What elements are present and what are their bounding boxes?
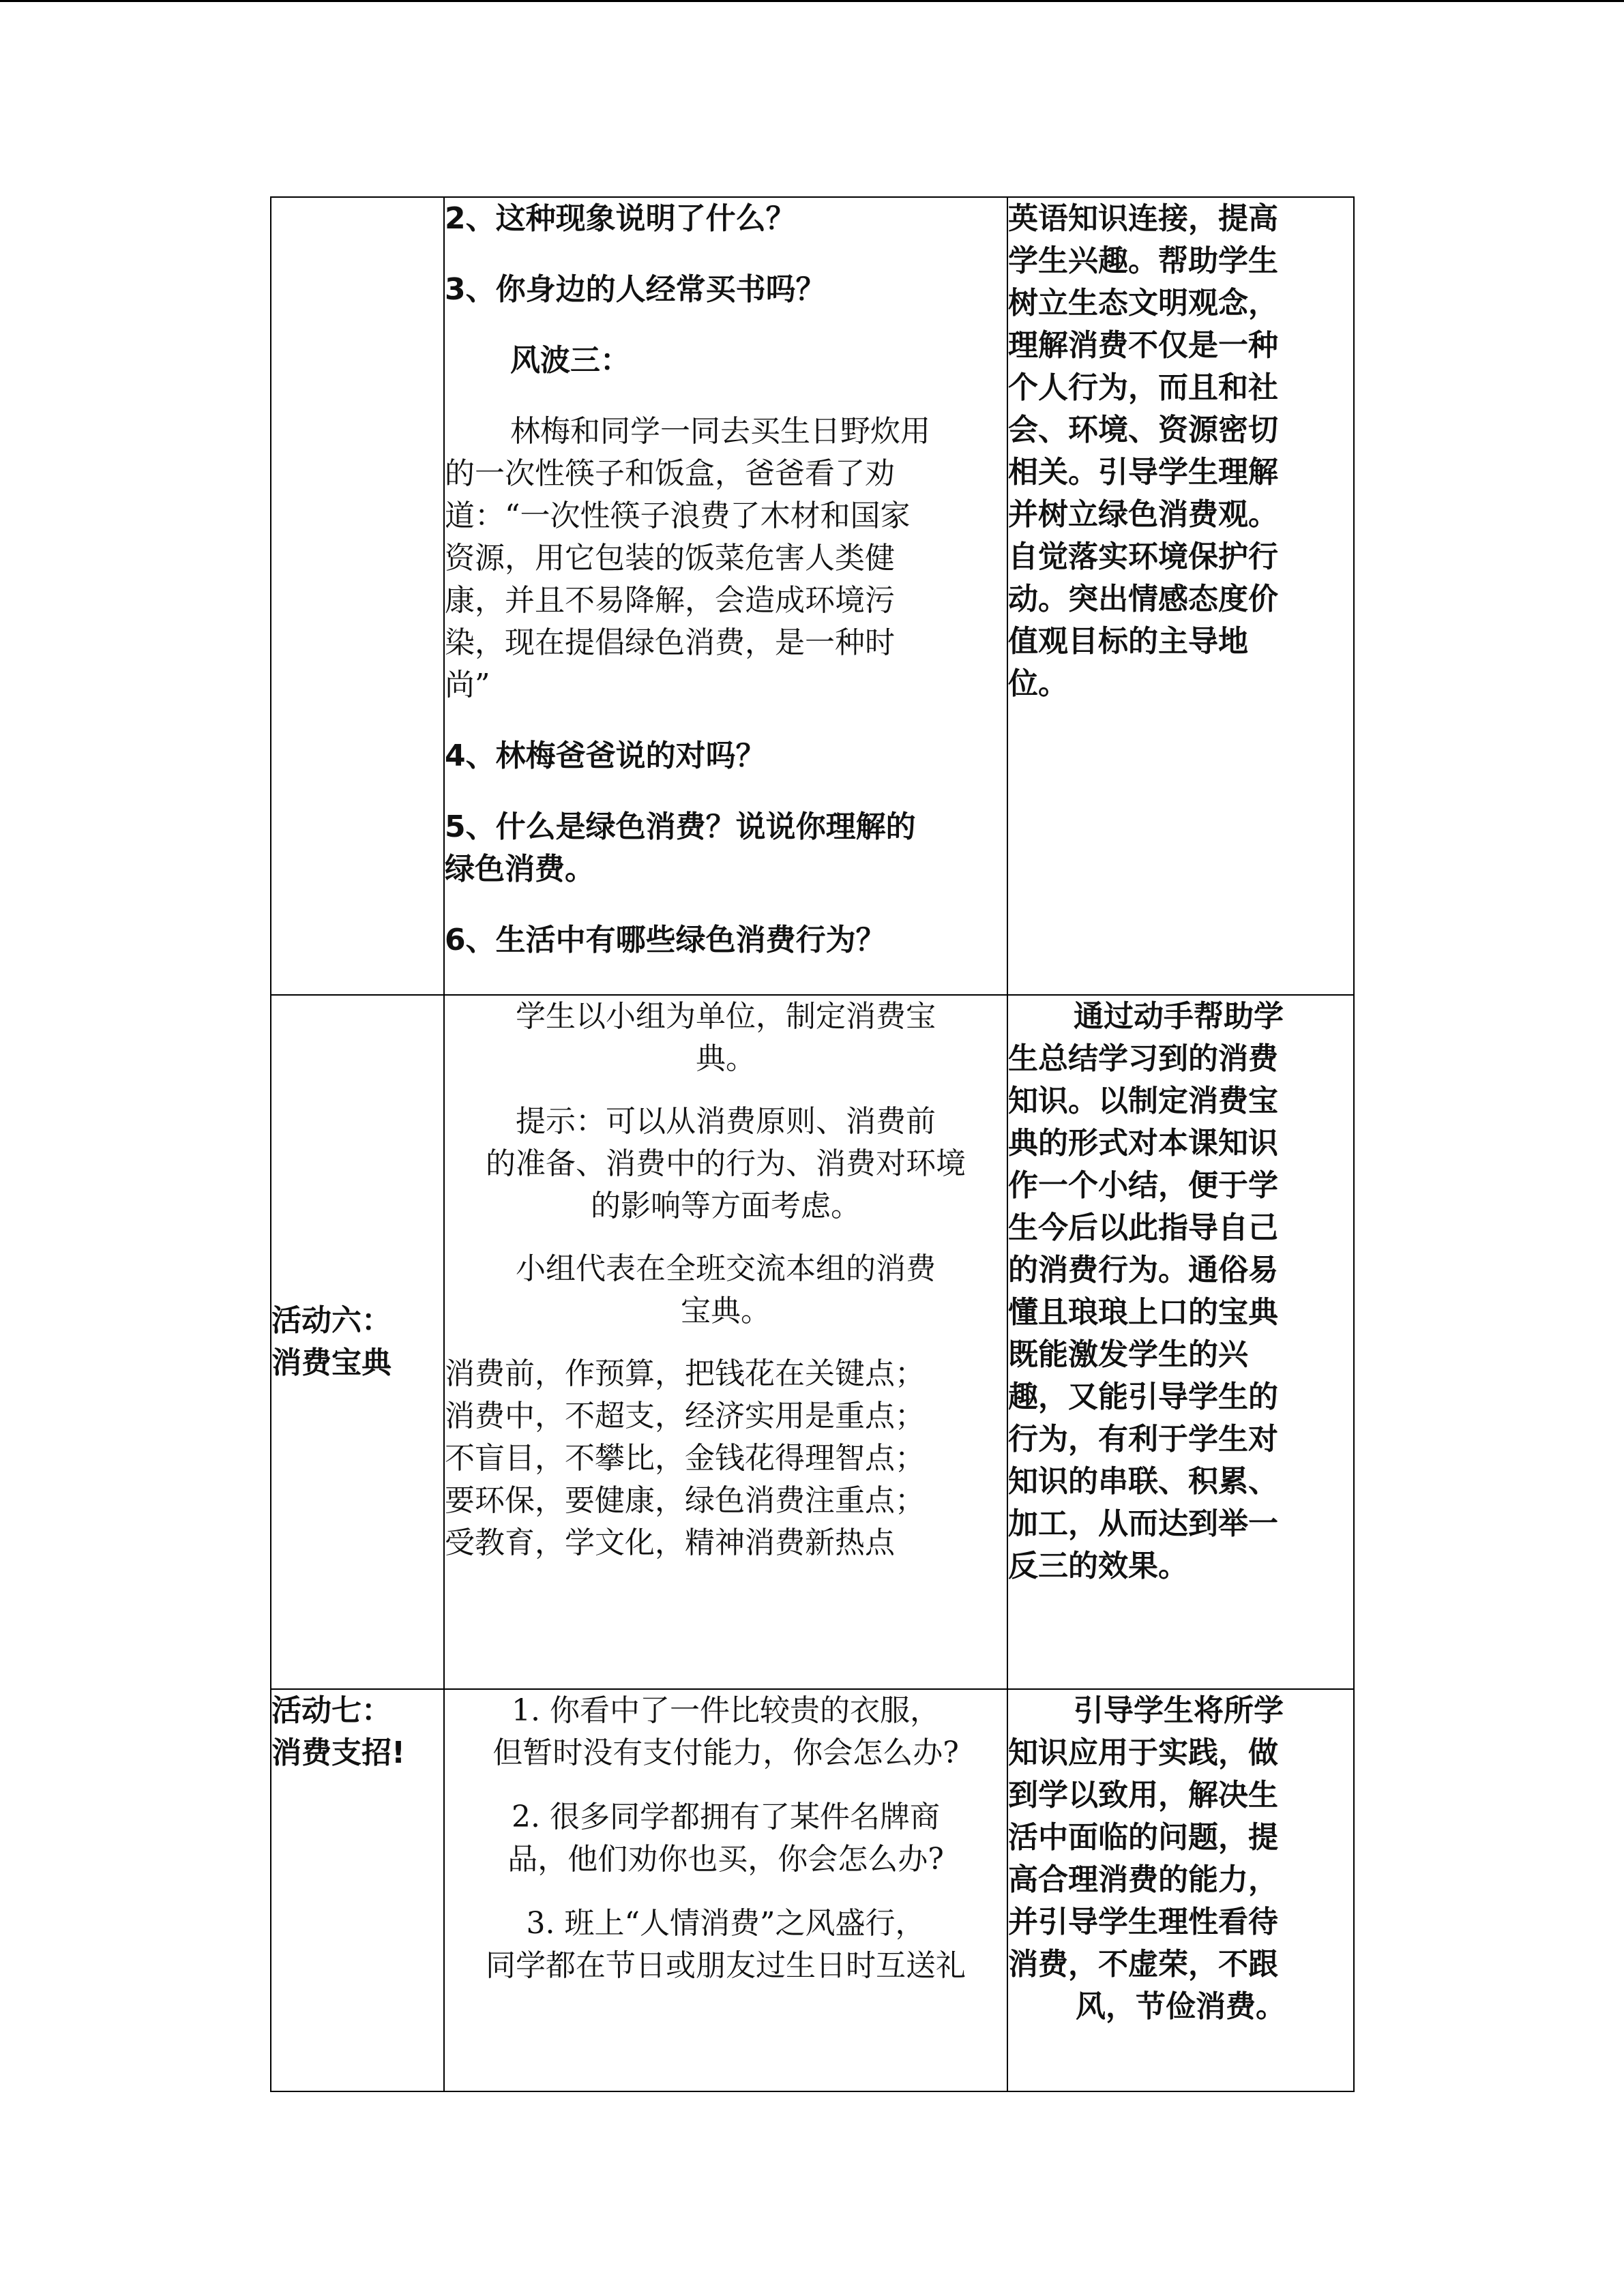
hint-line: 的准备、消费中的行为、消费对环境: [486, 1146, 966, 1181]
purpose-line: 自觉落实环境保护行: [1008, 539, 1278, 574]
rhyme-line: 不盲目，不攀比，金钱花得理智点；: [445, 1441, 925, 1476]
rhyme-line: 消费中，不超支，经济实用是重点；: [445, 1399, 925, 1433]
scenario-line: 1. 你看中了一件比较贵的衣服，: [512, 1693, 940, 1728]
purpose-line: 知识的串联、积累、: [1008, 1464, 1278, 1499]
story-line: 资源，用它包装的饭菜危害人类健: [445, 541, 895, 576]
wave-3-title: 风波三：: [510, 343, 630, 378]
rhyme-line: 消费前，作预算，把钱花在关键点；: [445, 1356, 925, 1391]
purpose-line: 到学以致用，解决生: [1008, 1778, 1278, 1813]
hint-line: 提示：可以从消费原则、消费前: [516, 1104, 936, 1139]
scenario-line: 2. 很多同学都拥有了某件名牌商: [512, 1800, 940, 1834]
purpose-line: 的消费行为。通俗易: [1008, 1253, 1278, 1287]
activity-cell-empty: [271, 197, 444, 995]
purpose-line: 位。: [1008, 666, 1068, 701]
scenario-line: 同学都在节日或朋友过生日时互送礼: [486, 1948, 966, 1983]
process-cell: [444, 197, 1007, 995]
scenario-line: 3. 班上“人情消费”之风盛行，: [526, 1906, 926, 1941]
purpose-line: 作一个小结，便于学: [1008, 1168, 1278, 1203]
story-line: 染，现在提倡绿色消费，是一种时: [445, 625, 895, 660]
purpose-line: 生总结学习到的消费: [1008, 1041, 1278, 1076]
purpose-line: 趣，又能引导学生的: [1008, 1380, 1278, 1414]
process-cell: [444, 995, 1007, 1689]
purpose-line: 懂且琅琅上口的宝典: [1008, 1295, 1278, 1330]
hint-paragraph: [445, 1101, 1007, 1227]
scenario-item-1: [445, 1690, 1007, 1774]
rhyme-line: 要环保，要健康，绿色消费注重点；: [445, 1483, 925, 1518]
purpose-line: 学生兴趣。帮助学生: [1008, 243, 1278, 278]
purpose-line: 生今后以此指导自己: [1008, 1210, 1278, 1245]
activity-label: 活动六：: [271, 1303, 392, 1338]
purpose-line: 高合理消费的能力，: [1008, 1862, 1278, 1897]
question-2: 2、这种现象说明了什么？: [445, 201, 796, 236]
activity-label: 活动七：: [271, 1693, 392, 1728]
task-line: 典。: [696, 1041, 756, 1076]
story-line: 尚”: [445, 668, 490, 702]
purpose-cell: [1007, 197, 1354, 995]
table-row-activity-7: [271, 1689, 1354, 2091]
share-line: 小组代表在全班交流本组的消费: [516, 1251, 936, 1286]
activity-cell: [271, 995, 444, 1689]
purpose-line: 风，节俭消费。: [1076, 1989, 1286, 2024]
scenario-item-2: [445, 1796, 1007, 1881]
purpose-line: 英语知识连接，提高: [1008, 201, 1278, 236]
rhyme-line: 受教育，学文化，精神消费新热点: [445, 1525, 895, 1560]
purpose-line: 相关。引导学生理解: [1008, 455, 1278, 490]
activity-cell: [271, 1689, 444, 2091]
activity-title: 消费支招!: [271, 1735, 406, 1770]
purpose-line: 会、环境、资源密切: [1008, 413, 1278, 447]
hint-line: 的影响等方面考虑。: [591, 1189, 861, 1223]
question-5: [445, 806, 1007, 891]
story-paragraph: [445, 411, 1007, 706]
share-line: 宝典。: [681, 1294, 771, 1328]
lesson-plan-table: [270, 196, 1355, 2092]
question-6: 6、生活中有哪些绿色消费行为？: [445, 923, 886, 957]
purpose-line: 并树立绿色消费观。: [1008, 497, 1278, 532]
purpose-line: 反三的效果。: [1008, 1549, 1188, 1583]
story-line: 道：“一次性筷子浪费了木材和国家: [445, 498, 911, 533]
question-3: 3、你身边的人经常买书吗？: [445, 272, 826, 307]
scenario-line: 但暂时没有支付能力，你会怎么办?: [492, 1735, 959, 1770]
purpose-line: 动。突出情感态度价: [1008, 582, 1278, 616]
activity-title: 消费宝典: [271, 1345, 392, 1380]
task-line: 学生以小组为单位，制定消费宝: [516, 999, 936, 1034]
purpose-line: 通过动手帮助学: [1074, 999, 1284, 1034]
story-line: 林梅和同学一同去买生日野炊用: [510, 414, 930, 449]
table-row-discussion: [271, 197, 1354, 995]
purpose-line: 个人行为，而且和社: [1008, 370, 1278, 405]
process-cell: [444, 1689, 1007, 2091]
purpose-line: 并引导学生理性看待: [1008, 1905, 1278, 1939]
scenario-line: 品，他们劝你也买，你会怎么办?: [507, 1842, 944, 1877]
purpose-line: 引导学生将所学: [1074, 1693, 1284, 1728]
consumption-rhyme: [445, 1353, 1007, 1564]
purpose-line: 树立生态文明观念，: [1008, 286, 1278, 320]
question-5-line: 绿色消费。: [445, 852, 595, 886]
table-row-activity-6: [271, 995, 1354, 1689]
question-4: 4、林梅爸爸说的对吗？: [445, 739, 766, 773]
story-line: 的一次性筷子和饭盒，爸爸看了劝: [445, 456, 895, 491]
purpose-line: 知识应用于实践，做: [1008, 1735, 1278, 1770]
purpose-line: 值观目标的主导地: [1008, 624, 1248, 659]
purpose-cell: [1007, 1689, 1354, 2091]
purpose-line: 理解消费不仅是一种: [1008, 328, 1278, 363]
scenario-item-3: [445, 1903, 1007, 1987]
purpose-line: 加工，从而达到举一: [1008, 1506, 1278, 1541]
top-border-line: [0, 0, 1624, 2]
task-paragraph: [445, 996, 1007, 1080]
purpose-cell: [1007, 995, 1354, 1689]
story-line: 康，并且不易降解，会造成环境污: [445, 583, 895, 618]
purpose-line: 活中面临的问题，提: [1008, 1820, 1278, 1855]
question-5-line: 5、什么是绿色消费？说说你理解的: [445, 809, 916, 844]
purpose-line: 知识。以制定消费宝: [1008, 1084, 1278, 1118]
purpose-line: 行为，有利于学生对: [1008, 1422, 1278, 1457]
purpose-line: 既能激发学生的兴: [1008, 1337, 1248, 1372]
purpose-line: 典的形式对本课知识: [1008, 1126, 1278, 1161]
purpose-line: 消费，不虚荣，不跟: [1008, 1947, 1278, 1982]
share-paragraph: [445, 1248, 1007, 1332]
